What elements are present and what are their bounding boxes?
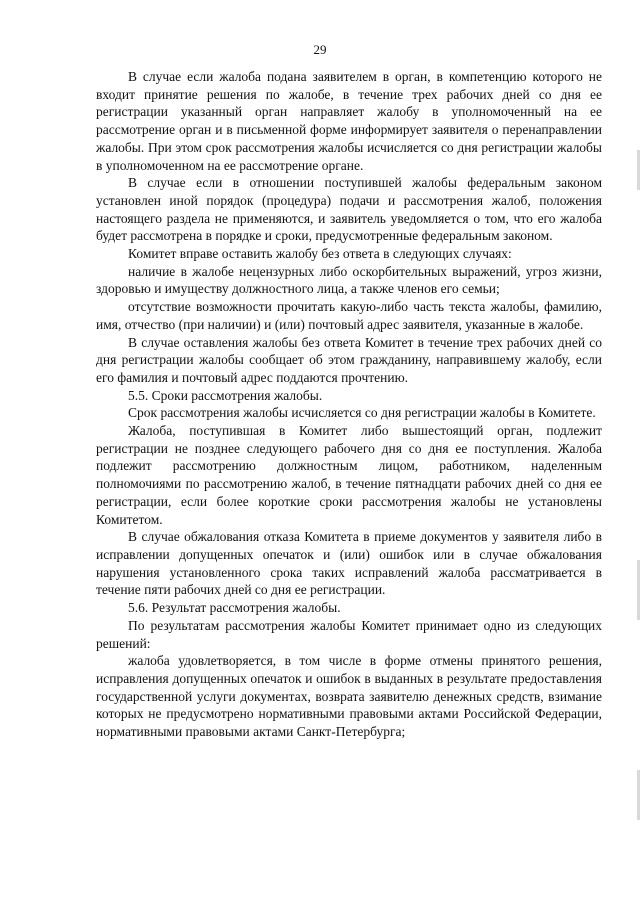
section-heading-5-6: 5.6. Результат рассмотрения жалобы. — [128, 600, 341, 616]
paragraph-unreadable-text: отсутствие возможности прочитать какую-либо часть текста жалобы, фамилию, имя, отчество (при наличии) и (или) почтовый адрес заявителя, указанные в жалобе. — [96, 299, 602, 332]
paragraph-term-start: Срок рассмотрения жалобы исчисляется со дня регистрации жалобы в Комитете. — [128, 405, 596, 421]
paragraph-refusal-appeal-term: В случае обжалования отказа Комитета в приеме документов у заявителя либо в исправлении допущенных опечаток и (или) ошибок или в случае обжалования нарушения установленного срока таких исправлений жалоба рассматривается в течение пяти рабочих дней со дня ее регистрации. — [96, 529, 602, 598]
paragraph-federal-law-procedure: В случае если в отношении поступившей жалобы федеральным законом установлен иной порядок (процедура) подачи и рассмотрения жалоб, положения настоящего раздела не применяются, и заявитель уведомляется о том, что его жалоба будет рассмотрена в порядке и сроки, предусмотренные федеральным законом. — [96, 175, 602, 244]
paragraph-registration-term: Жалоба, поступившая в Комитет либо вышестоящий орган, подлежит регистрации не позднее следующего рабочего дня со дня ее поступления. Жалоба подлежит рассмотрению должностным лицом, работником, наделенным полномочиями по рассмотрению жалоб, в течение пятнадцати рабочих дней со дня ее регистрации, если более короткие сроки рассмотрения жалобы не установлены Комитетом. — [96, 423, 602, 527]
paragraph-obscene-language: наличие в жалобе нецензурных либо оскорбительных выражений, угроз жизни, здоровью и имуществу должностного лица, а также членов его семьи; — [96, 263, 602, 297]
section-heading-5-5: 5.5. Сроки рассмотрения жалобы. — [128, 387, 323, 403]
paragraph-no-answer-cases: Комитет вправе оставить жалобу без ответа в следующих случаях: — [128, 246, 512, 262]
page-number: 29 — [313, 42, 327, 57]
paragraph-redirect-complaint: В случае если жалоба подана заявителем в орган, в компетенцию которого не входит принятие решения по жалобе, в течение трех рабочих дней со дня ее регистрации указанный орган направляет жалобу в уполномоченный на ее рассмотрение орган и в письменной форме информирует заявителя о перенаправлении жалобы. При этом срок рассмотрения жалобы исчисляется со дня регистрации жалобы в уполномоченном на ее рассмотрение органе. — [96, 69, 602, 173]
paragraph-decisions-intro: По результатам рассмотрения жалобы Комитет принимает одно из следующих решений: — [96, 617, 602, 651]
paragraph-complaint-satisfied: жалоба удовлетворяется, в том числе в форме отмены принятого решения, исправления допущенных опечаток и ошибок в выданных в результате предоставления государственной услуги документах, возврата заявителю денежных средств, взимание которых не предусмотрено нормативными правовыми актами Российской Федерации, нормативными правовыми актами Санкт-Петербурга; — [96, 653, 602, 740]
document-body — [96, 68, 602, 741]
paragraph-no-answer-notice: В случае оставления жалобы без ответа Комитет в течение трех рабочих дней со дня регистрации жалобы сообщает об этом гражданину, направившему жалобу, если его фамилия и почтовый адрес поддаются прочтению. — [96, 334, 602, 385]
